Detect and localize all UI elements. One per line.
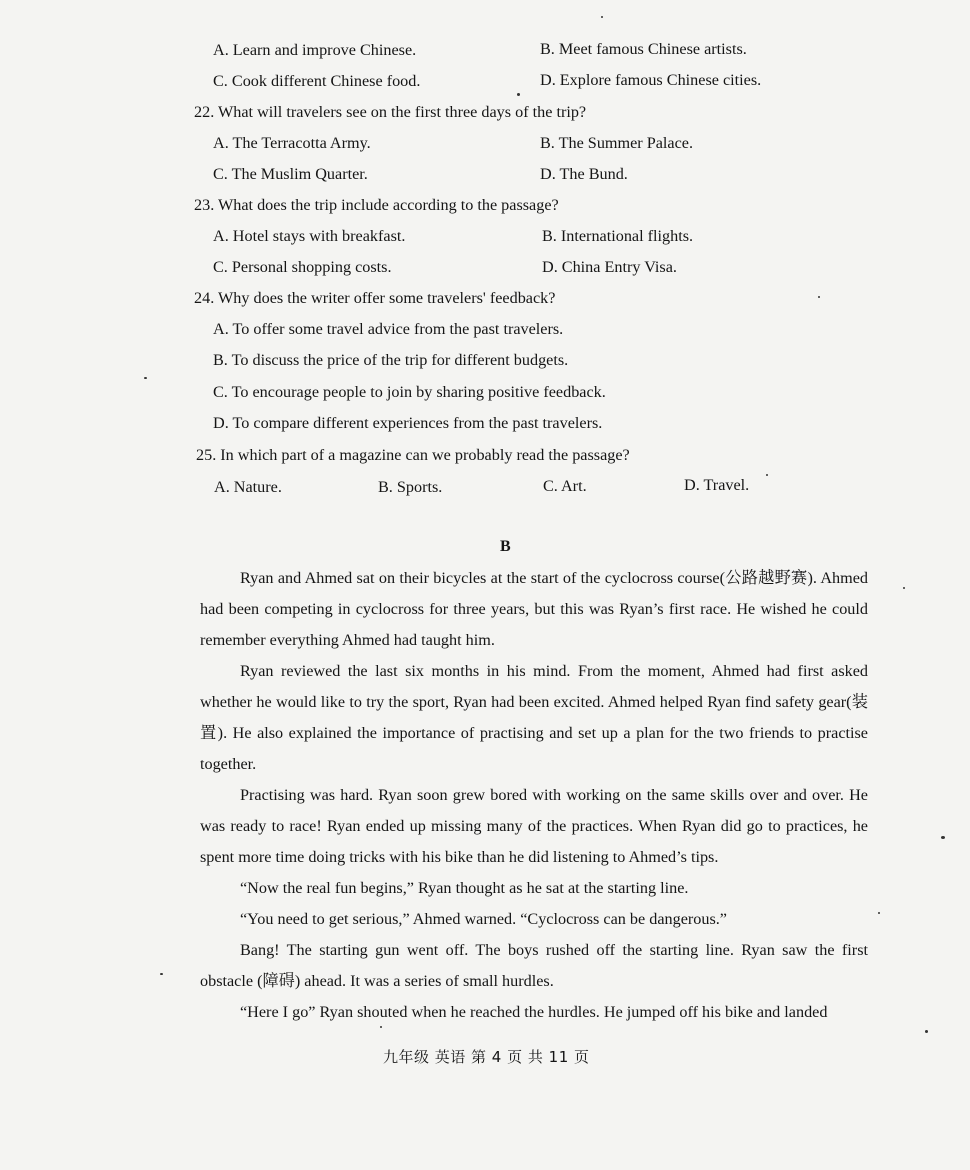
scan-speck [601, 16, 603, 18]
passage-paragraph-4: “Now the real fun begins,” Ryan thought as he sat at the starting line. [240, 879, 689, 897]
q22-option-c: C. The Muslim Quarter. [213, 165, 368, 183]
q24-option-c: C. To encourage people to join by sharing positive feedback. [213, 383, 606, 401]
passage-paragraph-7: “Here I go” Ryan shouted when he reached the hurdles. He jumped off his bike and landed [240, 1003, 828, 1021]
q24-option-b: B. To discuss the price of the trip for different budgets. [213, 351, 569, 369]
q21-option-d: D. Explore famous Chinese cities. [540, 71, 762, 89]
scan-speck [380, 1026, 382, 1028]
passage-paragraph-1: Ryan and Ahmed sat on their bicycles at the start of the cyclocross course(公路越野赛). Ahmed had been competing in cyclocross for three years, but this was Ryan’s first race. He wished he could remember everything Ahmed had taught him. [200, 569, 868, 649]
passage-paragraph-5: “You need to get serious,” Ahmed warned. “Cyclocross can be dangerous.” [240, 910, 727, 928]
section-b-heading: B [500, 538, 511, 555]
q23-option-b: B. International flights. [542, 227, 694, 245]
scan-speck [517, 93, 520, 96]
q23-option-c: C. Personal shopping costs. [213, 258, 392, 276]
scan-speck [925, 1030, 928, 1033]
scan-speck [766, 474, 768, 476]
q25-option-a: A. Nature. [214, 478, 282, 496]
q23-stem: 23. What does the trip include according to the passage? [194, 196, 559, 214]
passage-paragraph-2: Ryan reviewed the last six months in his mind. From the moment, Ahmed had first asked whether he would like to try the sport, Ryan had been excited. Ahmed helped Ryan find safety gear(装置). He also explained the importance of practising and set up a plan for the two friends to practise together. [200, 662, 868, 773]
scan-speck [903, 587, 905, 589]
q21-option-c: C. Cook different Chinese food. [213, 72, 421, 90]
q25-option-c: C. Art. [543, 477, 587, 495]
q22-option-a: A. The Terracotta Army. [213, 134, 371, 152]
scan-speck [160, 973, 163, 975]
q23-option-d: D. China Entry Visa. [542, 258, 677, 276]
passage-paragraph-3: Practising was hard. Ryan soon grew bored with working on the same skills over and over. He was ready to race! Ryan ended up missing many of the practices. When Ryan did go to practices, he spent more time doing tricks with his bike than he did listening to Ahmed’s tips. [200, 786, 868, 866]
q25-stem: 25. In which part of a magazine can we probably read the passage? [196, 446, 630, 464]
passage-paragraph-6: Bang! The starting gun went off. The boys rushed off the starting line. Ryan saw the first obstacle (障碍) ahead. It was a series of small hurdles. [200, 941, 868, 990]
passage-b [200, 563, 868, 1028]
q25-option-d: D. Travel. [684, 476, 750, 494]
q22-stem: 22. What will travelers see on the first three days of the trip? [194, 103, 587, 121]
scan-speck [818, 296, 820, 298]
q24-option-d: D. To compare different experiences from the past travelers. [213, 414, 603, 432]
q24-stem: 24. Why does the writer offer some travelers' feedback? [194, 289, 556, 307]
q21-option-a: A. Learn and improve Chinese. [213, 41, 417, 59]
scan-speck [941, 836, 945, 839]
scan-speck [144, 377, 147, 379]
q25-option-b: B. Sports. [378, 478, 443, 496]
scan-speck [878, 912, 880, 914]
q22-option-b: B. The Summer Palace. [540, 134, 693, 152]
q23-option-a: A. Hotel stays with breakfast. [213, 227, 406, 245]
page-footer: 九年级 英语 第 4 页 共 11 页 [383, 1048, 590, 1066]
q22-option-d: D. The Bund. [540, 165, 628, 183]
q24-option-a: A. To offer some travel advice from the past travelers. [213, 320, 564, 338]
q21-option-b: B. Meet famous Chinese artists. [540, 40, 747, 58]
